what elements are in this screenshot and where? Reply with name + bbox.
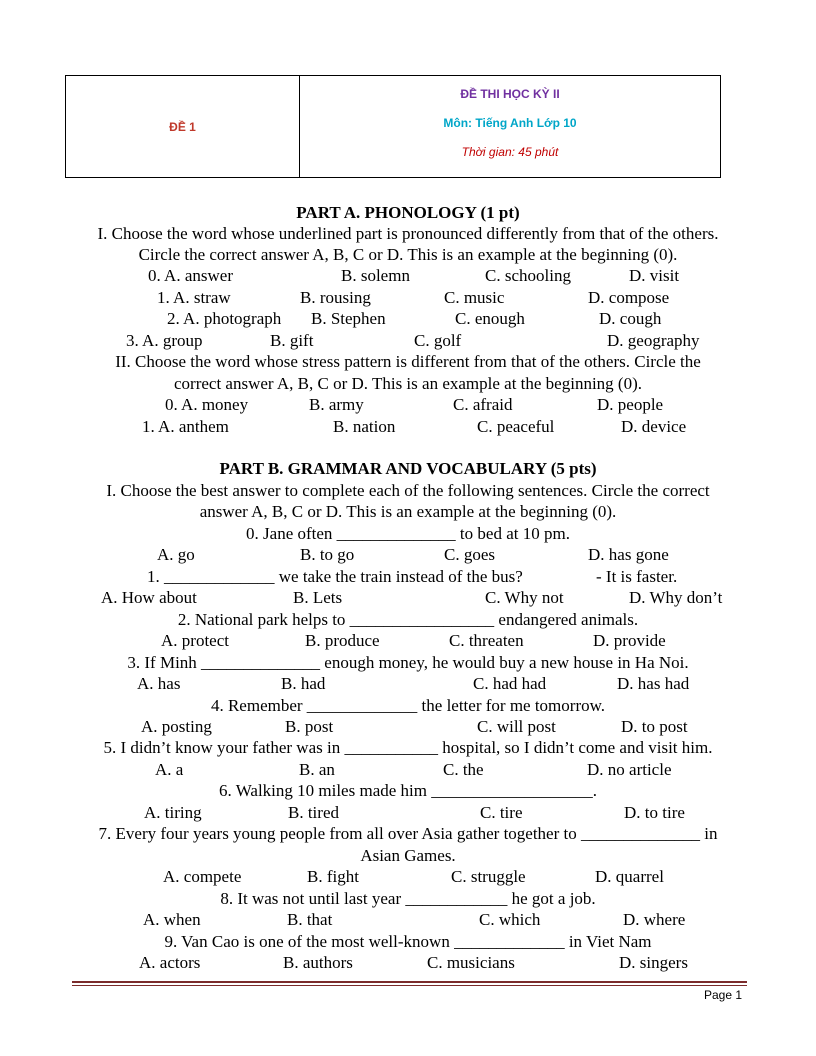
option: C. which: [479, 910, 541, 929]
option: C. threaten: [449, 631, 524, 650]
exam-time: Thời gian: 45 phút: [461, 144, 559, 159]
exam-code-cell: [66, 76, 300, 177]
part-b-title: PART B. GRAMMAR AND VOCABULARY (5 pts): [219, 459, 597, 478]
option: C. musicians: [427, 953, 515, 972]
option: A. when: [143, 910, 201, 929]
option: D. device: [621, 417, 687, 436]
question-3: 3. If Minh ______________ enough money, he would buy a new house in Ha Noi.: [127, 653, 689, 672]
option: C. Why not: [485, 588, 564, 607]
option: D. where: [623, 910, 686, 929]
question-1: 1. _____________ we take the train instead of the bus?: [147, 567, 523, 586]
option: A. compete: [163, 867, 242, 886]
part-a-sec1-instruction-1: I. Choose the word whose underlined part is pronounced differently from that of the others.: [97, 224, 719, 243]
option: D. provide: [593, 631, 666, 650]
option: C. tire: [480, 803, 523, 822]
option: D. visit: [629, 266, 680, 285]
exam-subject: Môn: Tiếng Anh Lớp 10: [443, 115, 577, 130]
option: D. has gone: [588, 545, 669, 564]
option: D. Why don’t: [629, 588, 723, 607]
option: C. golf: [414, 331, 462, 350]
option: D. singers: [619, 953, 688, 972]
option: A. go: [157, 545, 195, 564]
option: D. quarrel: [595, 867, 664, 886]
option: 1. A. straw: [157, 288, 231, 307]
option: B. Lets: [293, 588, 343, 607]
option: A. has: [137, 674, 181, 693]
option: A. a: [155, 760, 184, 779]
option: 1. A. anthem: [142, 417, 229, 436]
option: C. the: [443, 760, 484, 779]
question-5: 5. I didn’t know your father was in ___________ hospital, so I didn’t come and visit him.: [103, 738, 713, 757]
option: B. fight: [307, 867, 359, 886]
option: B. solemn: [341, 266, 410, 285]
option: D. compose: [588, 288, 670, 307]
question-2: 2. National park helps to _________________ endangered animals.: [177, 610, 639, 629]
exam-header-table: [65, 75, 721, 178]
question-7-line-2: Asian Games.: [360, 846, 456, 865]
exam-code: ĐỀ 1: [169, 119, 196, 134]
option: D. people: [597, 395, 664, 414]
option: C. struggle: [451, 867, 526, 886]
exam-info-cell: [300, 76, 720, 177]
question-1-reply: - It is faster.: [596, 567, 678, 586]
part-b-instruction-2: answer A, B, C or D. This is an example at the beginning (0).: [199, 502, 617, 521]
option: D. to tire: [624, 803, 685, 822]
option: B. had: [281, 674, 326, 693]
footer-divider: [72, 981, 747, 983]
option: B. produce: [305, 631, 380, 650]
option: B. that: [287, 910, 333, 929]
option: B. post: [285, 717, 334, 736]
option: B. rousing: [300, 288, 371, 307]
part-a-sec1-instruction-2: Circle the correct answer A, B, C or D. This is an example at the beginning (0).: [138, 245, 678, 264]
option: C. schooling: [485, 266, 571, 285]
option: C. enough: [455, 309, 525, 328]
option: B. gift: [270, 331, 314, 350]
option: B. to go: [300, 545, 355, 564]
option: A. tiring: [144, 803, 202, 822]
option: 0. A. answer: [148, 266, 233, 285]
option: B. nation: [333, 417, 396, 436]
option: C. had had: [473, 674, 547, 693]
question-4: 4. Remember _____________ the letter for me tomorrow.: [210, 696, 606, 715]
option: A. How about: [101, 588, 197, 607]
option: C. goes: [444, 545, 495, 564]
option: 2. A. photograph: [167, 309, 282, 328]
option: A. protect: [161, 631, 229, 650]
question-9: 9. Van Cao is one of the most well-known _____________ in Viet Nam: [164, 932, 652, 951]
option: C. will post: [477, 717, 556, 736]
option: C. peaceful: [477, 417, 555, 436]
option: B. an: [299, 760, 335, 779]
question-7-line-1: 7. Every four years young people from all over Asia gather together to ______________ in: [98, 824, 718, 843]
question-8: 8. It was not until last year ____________ he got a job.: [220, 889, 596, 908]
option: 0. A. money: [165, 395, 249, 414]
option: B. Stephen: [311, 309, 386, 328]
part-b-instruction-1: I. Choose the best answer to complete each of the following sentences. Circle the correct: [106, 481, 710, 500]
option: B. authors: [283, 953, 353, 972]
part-a-sec2-instruction-1: II. Choose the word whose stress pattern is different from that of the others. Circle the: [115, 352, 701, 371]
option: A. posting: [141, 717, 212, 736]
option: D. cough: [599, 309, 662, 328]
question-0: 0. Jane often ______________ to bed at 10 pm.: [246, 524, 570, 543]
option: D. has had: [617, 674, 690, 693]
option: D. to post: [621, 717, 688, 736]
option: D. geography: [607, 331, 700, 350]
footer-divider-thin: [72, 985, 747, 986]
page-number: Page 1: [704, 988, 743, 1002]
part-a-sec2-instruction-2: correct answer A, B, C or D. This is an example at the beginning (0).: [173, 374, 642, 393]
option: A. actors: [139, 953, 201, 972]
option: C. music: [444, 288, 505, 307]
option: B. tired: [288, 803, 339, 822]
question-6: 6. Walking 10 miles made him ___________________.: [219, 781, 597, 800]
exam-title: ĐỀ THI HỌC KỲ II: [460, 86, 560, 101]
option: B. army: [309, 395, 364, 414]
option: C. afraid: [453, 395, 513, 414]
part-a-title: PART A. PHONOLOGY (1 pt): [296, 203, 520, 222]
option: 3. A. group: [126, 331, 203, 350]
option: D. no article: [587, 760, 672, 779]
